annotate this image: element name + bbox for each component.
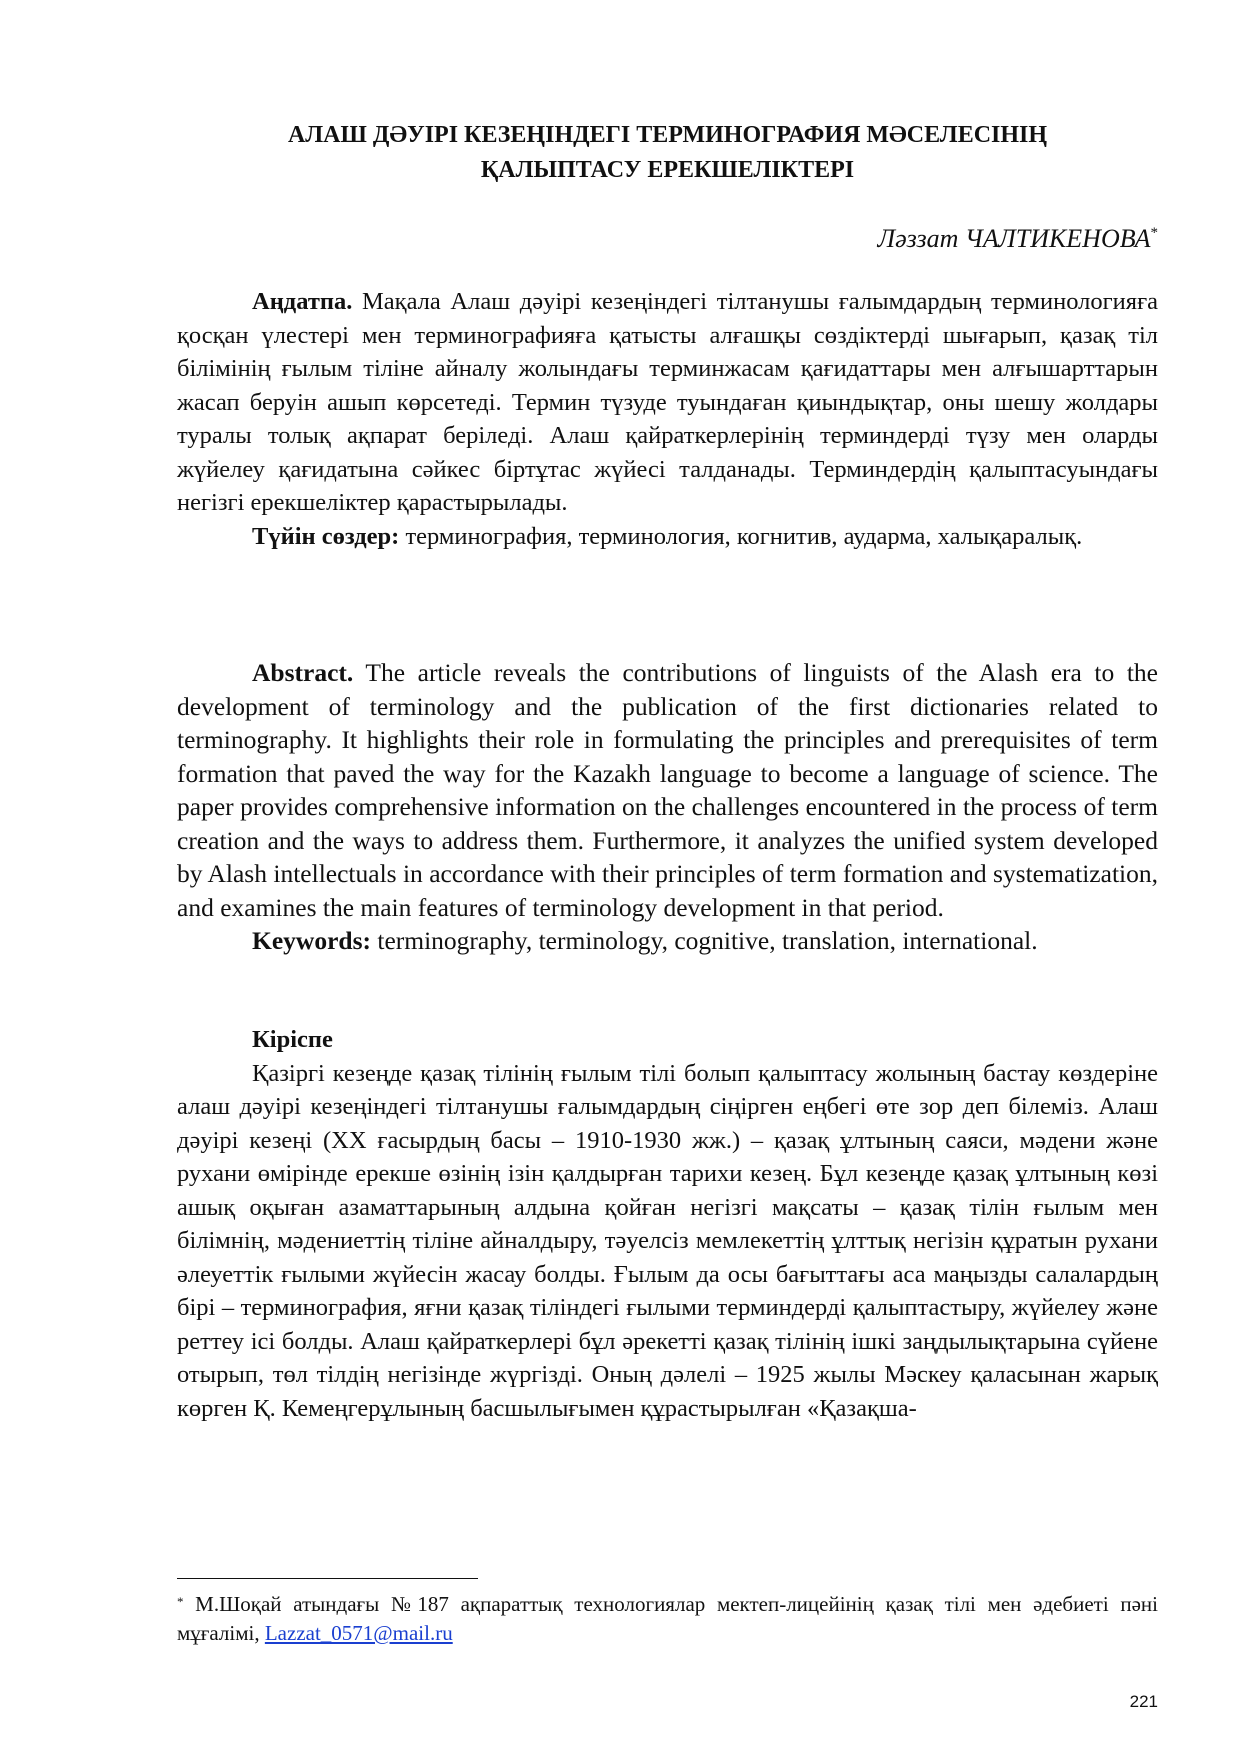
introduction-section: [177, 1023, 1158, 1425]
abstract-english-text: The article reveals the contributions of linguists of the Alash era to the development of terminology and the publication of the first dictionaries related to terminography. It highlights their role in formulating the principles and prerequisites of term formation that paved the way for the Kazakh language to become a language of science. The paper provides comprehensive information on the challenges encountered in the process of term creation and the ways to address them. Furthermore, it analyzes the unified system developed by Alash intellectuals in accordance with their principles of term formation and systematization, and examines the main features of terminology development in that period.: [177, 658, 1158, 922]
author-name: Ләззат ЧАЛТИКЕНОВА: [877, 224, 1151, 253]
keywords-english-text: terminography, terminology, cognitive, translation, international.: [370, 926, 1038, 955]
author-footnote-mark: *: [1150, 225, 1158, 241]
author-email-link[interactable]: Lazzat_0571@mail.ru: [264, 1621, 453, 1645]
introduction-heading: Кіріспе: [252, 1026, 333, 1053]
article-title: [177, 118, 1158, 188]
keywords-kazakh-text: терминография, терминология, когнитив, аударма, халықаралық.: [399, 522, 1083, 550]
author-footnote: [177, 1590, 1158, 1648]
footnote-text: М.Шоқай атындағы №187 ақпараттық технологиялар мектеп-лицейінің қазақ тілі мен әдебиеті пәні мұғалімі,: [177, 1592, 1158, 1645]
keywords-kazakh-label: Түйін сөздер:: [252, 522, 400, 550]
article-title-line-1: АЛАШ ДӘУІРІ КЕЗЕҢІНДЕГІ ТЕРМИНОГРАФИЯ МӘСЕЛЕСІНІҢ: [287, 122, 1048, 148]
article-title-line-2: ҚАЛЫПТАСУ ЕРЕКШЕЛІКТЕРІ: [480, 157, 855, 183]
abstract-english: [177, 656, 1158, 958]
keywords-english-paragraph: [177, 924, 1158, 958]
abstract-kazakh-paragraph: [177, 285, 1158, 520]
footnote-mark: *: [177, 1594, 184, 1609]
abstract-english-paragraph: [177, 656, 1158, 924]
page-number: 221: [1129, 1692, 1158, 1711]
abstract-kazakh-text: Мақала Алаш дәуірі кезеңіндегі тілтанушы ғалымдардың терминологияға қосқан үлестері мен терминографияға қатысты алғашқы сөздіктерді шығарып, қазақ тіл білімінің ғылым тіліне айналу жолындағы терминжасам қағидаттары мен алғышарттарын жасап беруін ашып көрсетеді. Термин түзуде туындаған қиындықтар, оны шешу жолдары туралы толық ақпарат беріледі. Алаш қайраткерлерінің терминдерді түзу мен оларды жүйелеу қағидатына сәйкес біртұтас жүйесі талданады. Терминдердің қалыптасуындағы негізгі ерекшеліктер қарастырылады.: [177, 288, 1158, 516]
author-line: [878, 223, 1158, 255]
footnote-divider: [177, 1578, 478, 1579]
keywords-kazakh-paragraph: [177, 520, 1158, 554]
keywords-english-label: Keywords:: [252, 926, 371, 955]
abstract-kazakh-label: Аңдатпа.: [252, 288, 353, 315]
abstract-kazakh: [177, 285, 1158, 553]
abstract-english-label: Abstract.: [252, 658, 354, 687]
paper-page: [177, 0, 1158, 1754]
introduction-paragraph: Қазіргі кезеңде қазақ тілінің ғылым тілі болып қалыптасу жолының бастау көздеріне алаш дәуірі кезеңіндегі тілтанушы ғалымдардың сіңірген еңбегі өте зор деп білеміз. Алаш дәуірі кезеңі (XX ғасырдың басы – 1910-1930 жж.) – қазақ ұлтының саяси, мәдени және рухани өмірінде ерекше өзінің ізін қалдырған тарихи кезең. Бұл кезеңде қазақ ұлтының көзі ашық оқыған азаматтарының алдына қойған негізгі мақсаты – қазақ тілін ғылым мен білімнің, мәдениеттің тіліне айналдыру, тәуелсіз мемлекеттің ұлттық негізін құратын рухани әлеуеттік ғылыми жүйесін жасау болды. Ғылым да осы бағыттағы аса маңызды салалардың бірі – терминография, яғни қазақ тіліндегі ғылыми терминдерді қалыптастыру, жүйелеу және реттеу ісі болды. Алаш қайраткерлері бұл әрекетті қазақ тілінің ішкі заңдылықтарына сүйене отырып, төл тілдің негізінде жүргізді. Оның дәлелі – 1925 жылы Мәскеу қаласынан жарық көрген Қ. Кемеңгерұлының басшылығымен құрастырылған «Қазақша-: [177, 1059, 1158, 1422]
